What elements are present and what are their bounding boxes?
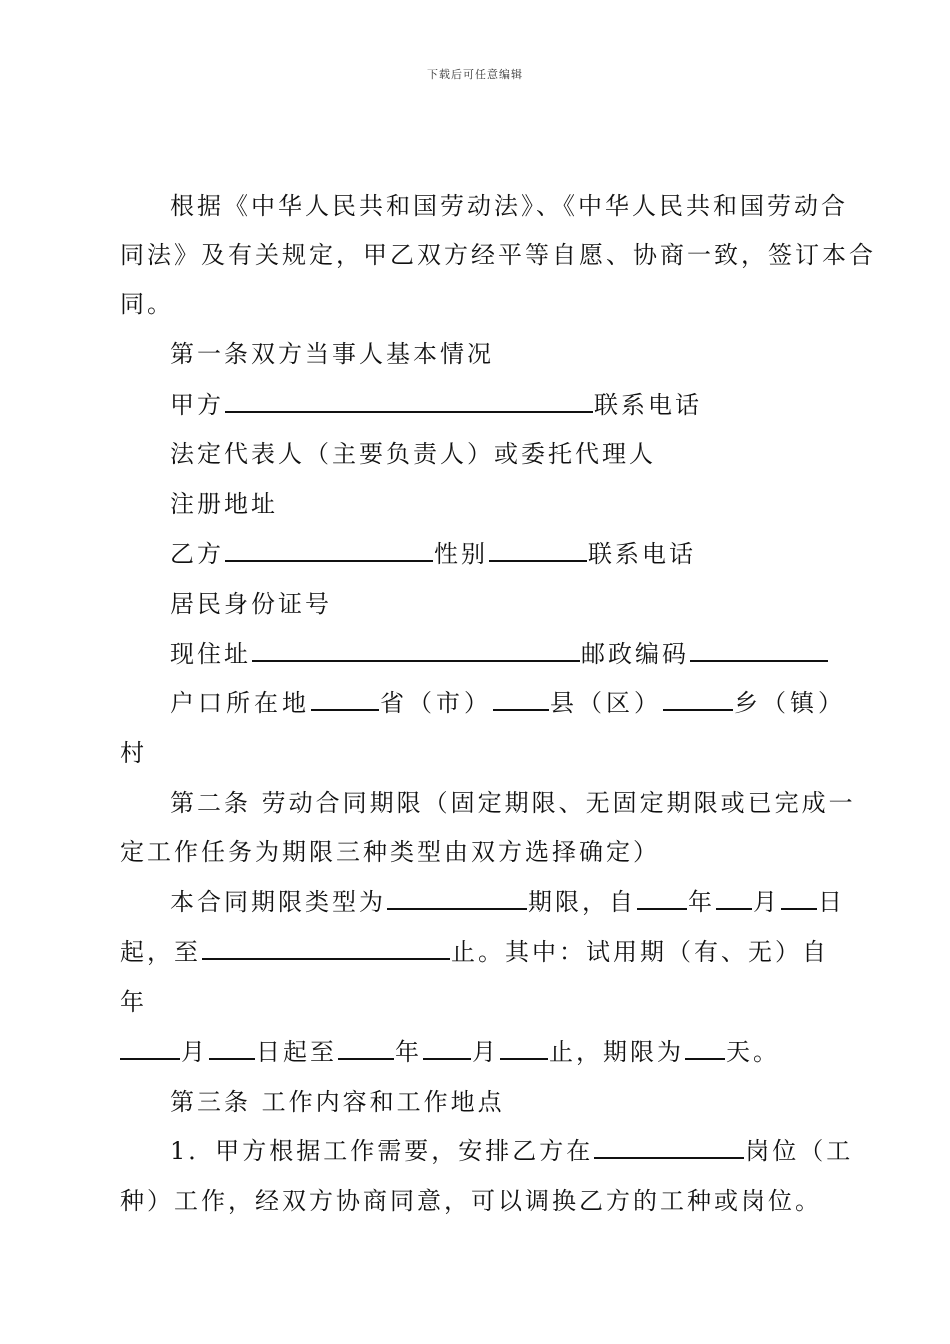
probation-year-row: 年 <box>120 988 147 1016</box>
start-day-label: 日 <box>818 888 845 916</box>
probation-end-day-blank[interactable] <box>500 1036 548 1060</box>
party-a-phone-label: 联系电话 <box>594 391 702 419</box>
term-type-row <box>170 886 845 918</box>
period-label: 期限，自 <box>528 888 636 916</box>
postal-blank[interactable] <box>690 638 828 662</box>
probation-month-label: 月 <box>181 1038 208 1066</box>
probation-row <box>120 1036 780 1068</box>
party-b-phone-label: 联系电话 <box>588 540 696 568</box>
probation-end-year-blank[interactable] <box>338 1036 394 1060</box>
start-day-blank[interactable] <box>781 886 817 910</box>
term-type-label: 本合同期限类型为 <box>170 888 386 916</box>
county-label: 县（区） <box>550 689 662 717</box>
term-end-blank[interactable] <box>202 936 450 960</box>
current-address-row <box>170 638 829 670</box>
article3-item1-line-2: 种）工作，经双方协商同意，可以调换乙方的工种或岗位。 <box>120 1187 822 1215</box>
current-address-label: 现住址 <box>170 640 251 668</box>
term-type-blank[interactable] <box>387 886 527 910</box>
probation-end-month-label: 月 <box>472 1038 499 1066</box>
until-label: 止。其中：试用期（有、无）自 <box>451 938 829 966</box>
town-label: 乡（镇） <box>734 689 846 717</box>
from-label: 起，至 <box>120 938 201 966</box>
legal-rep-row: 法定代表人（主要负责人）或委托代理人 <box>170 440 656 468</box>
hukou-label: 户口所在地 <box>170 689 310 717</box>
party-a-row <box>170 389 702 421</box>
start-year-label: 年 <box>688 888 715 916</box>
item1-prefix: 1．甲方根据工作需要，安排乙方在 <box>170 1137 594 1165</box>
town-blank[interactable] <box>663 687 733 711</box>
start-year-blank[interactable] <box>637 886 687 910</box>
hukou-row <box>170 687 846 719</box>
position-blank[interactable] <box>594 1135 744 1159</box>
page-header: 下载后可任意编辑 <box>427 68 523 81</box>
probation-year-label: 年 <box>395 1038 422 1066</box>
current-address-blank[interactable] <box>252 638 580 662</box>
start-month-label: 月 <box>753 888 780 916</box>
gender-blank[interactable] <box>489 538 587 562</box>
province-label: 省（市） <box>380 689 492 717</box>
postal-label: 邮政编码 <box>581 640 689 668</box>
probation-days-blank[interactable] <box>685 1036 725 1060</box>
probation-start-day-blank[interactable] <box>209 1036 255 1060</box>
party-b-blank[interactable] <box>225 538 433 562</box>
start-month-blank[interactable] <box>716 886 752 910</box>
gender-label: 性别 <box>434 540 488 568</box>
party-a-blank[interactable] <box>225 389 593 413</box>
preamble-line-1: 根据《中华人民共和国劳动法》、《中华人民共和国劳动合 <box>170 192 848 220</box>
probation-until-label: 止，期限为 <box>549 1038 684 1066</box>
probation-end-month-blank[interactable] <box>423 1036 471 1060</box>
party-b-label: 乙方 <box>170 540 224 568</box>
term-end-row <box>120 936 829 968</box>
article2-title-line-2: 定工作任务为期限三种类型由双方选择确定） <box>120 838 660 866</box>
preamble-line-3: 同。 <box>120 290 174 318</box>
probation-start-month-blank[interactable] <box>120 1036 180 1060</box>
preamble-line-2: 同法》及有关规定，甲乙双方经平等自愿、协商一致，签订本合 <box>120 241 876 269</box>
reg-address-row: 注册地址 <box>170 490 278 518</box>
id-row: 居民身份证号 <box>170 590 332 618</box>
probation-days-label: 天。 <box>726 1038 780 1066</box>
article3-title: 第三条 工作内容和工作地点 <box>170 1088 505 1116</box>
item1-post: 岗位（工 <box>745 1137 854 1165</box>
party-a-label: 甲方 <box>170 391 224 419</box>
county-blank[interactable] <box>493 687 549 711</box>
article2-title-line-1: 第二条 劳动合同期限（固定期限、无固定期限或已完成一 <box>170 789 856 817</box>
probation-from-to-label: 日起至 <box>256 1038 337 1066</box>
village-row: 村 <box>120 739 147 767</box>
party-b-row <box>170 538 696 570</box>
article1-title: 第一条双方当事人基本情况 <box>170 340 494 368</box>
province-blank[interactable] <box>311 687 379 711</box>
article3-item1-line-1 <box>170 1135 853 1167</box>
